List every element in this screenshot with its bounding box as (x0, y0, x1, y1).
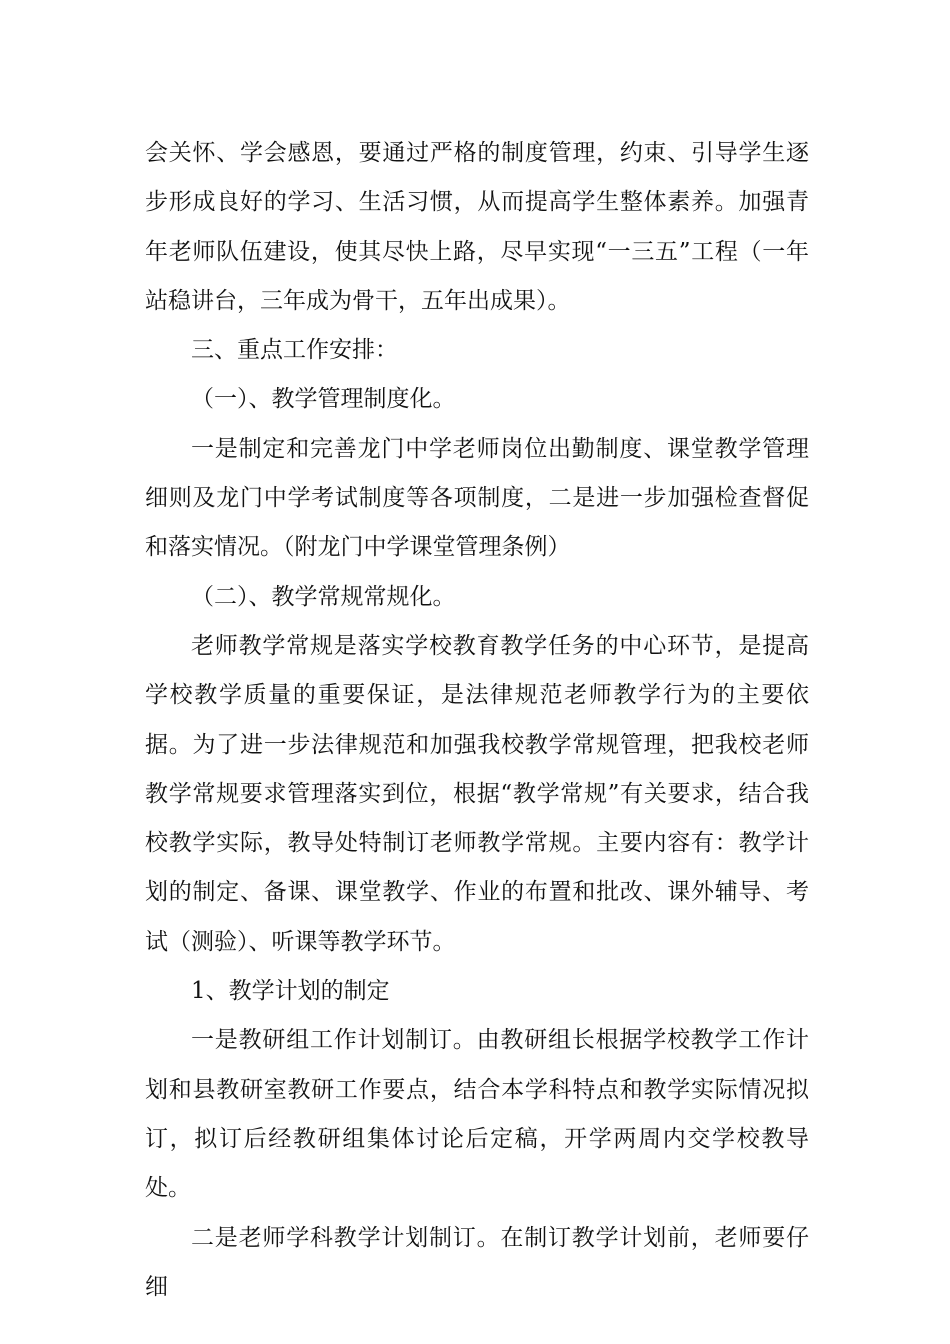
document-body (145, 129, 809, 1312)
paragraph-subject-plan: 二是老师学科教学计划制订。在制订教学计划前，老师要仔细 (145, 1224, 809, 1300)
paragraph-management-rules: 一是制定和完善龙门中学老师岗位出勤制度、课堂教学管理细则及龙门中学考试制度等各项制度，二是进一步加强检查督促和落实情况。（附龙门中学课堂管理条例） (145, 435, 809, 561)
section-heading-key-work: 三、重点工作安排： (191, 337, 398, 364)
paragraph-teaching-routine: 老师教学常规是落实学校教育教学任务的中心环节，是提高学校教学质量的重要保证，是法律规范老师教学行为的主要依据。为了进一步法律规范和加强我校教学常规管理，把我校老师教学常规要求管理落实到位，根据“教学常规”有关要求，结合我校教学实际，教导处特制订老师教学常规。主要内容有：教学计划的制定、备课、课堂教学、作业的布置和批改、课外辅导、考试（测验）、听课等教学环节。 (145, 632, 809, 955)
subsection-heading-management: （一）、教学管理制度化。 (191, 386, 456, 413)
paragraph-research-plan: 一是教研组工作计划制订。由教研组长根据学校教学工作计划和县教研室教研工作要点，结合本学科特点和教学实际情况拟订，拟订后经教研组集体讨论后定稿，开学两周内交学校教导处。 (145, 1027, 809, 1202)
paragraph-continuation: 会关怀、学会感恩，要通过严格的制度管理，约束、引导学生逐步形成良好的学习、生活习惯，从而提高学生整体素养。加强青年老师队伍建设，使其尽快上路，尽早实现“一三五”工程（一年站稳讲台，三年成为骨干，五年出成果）。 (145, 140, 809, 314)
item-heading-teaching-plan: 1、教学计划的制定 (191, 978, 390, 1005)
subsection-heading-routine: （二）、教学常规常规化。 (191, 583, 456, 610)
